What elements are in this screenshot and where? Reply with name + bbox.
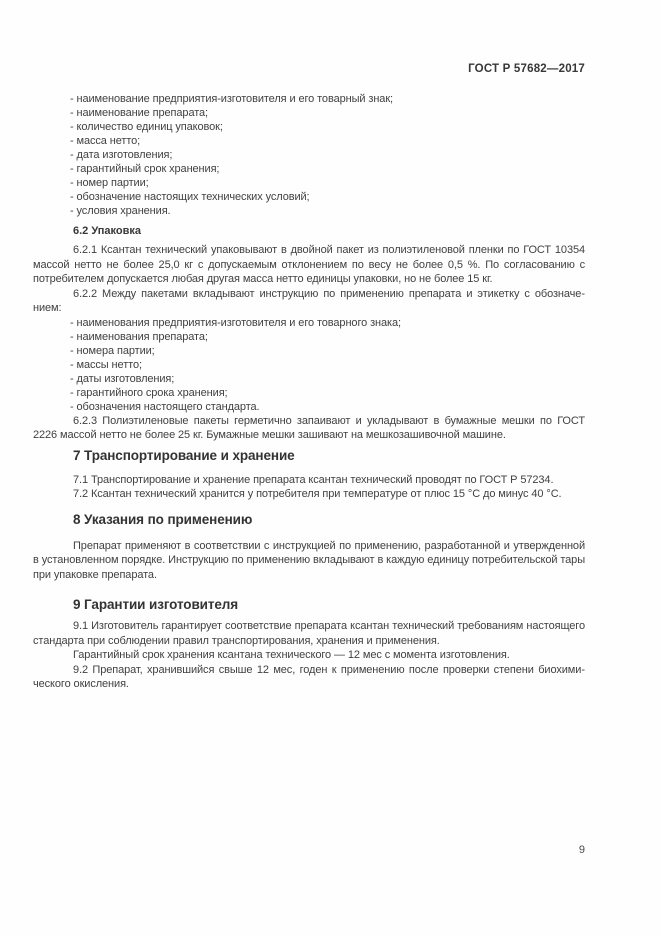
list-item: - гарантийного срока хранения;	[70, 386, 228, 399]
doc-code-header: ГОСТ Р 57682—2017	[468, 63, 585, 75]
section-heading-7: 7 Транспортирование и хранение	[73, 447, 295, 463]
paragraph-7-2: 7.2 Ксантан технический хранится у потребителя при температуре от плюс 15 °С до минус 40 °С.	[73, 488, 562, 500]
list-item: - наименование предприятия-изготовителя и его товарный знак;	[70, 93, 393, 105]
paragraph-6-2-1: 6.2.1 Ксантан технический упаковывают в двойной пакет из полиэтиленовой пленки по ГОСТ 10354 массой нетто не более 25,0 кг с допускаемым отклонением по весу не более 0,5 %. По согласованию с потребителем допускается любая другая масса нетто единицы упаковки, но не более 15 кг.	[33, 244, 585, 285]
list-item: - наименование препарата;	[70, 107, 209, 119]
text-block	[33, 0, 585, 692]
list-item: - условия хранения.	[70, 205, 171, 217]
page-number: 9	[578, 844, 585, 856]
package-label-list	[33, 316, 585, 414]
labeling-requirements-list	[33, 92, 585, 218]
subsection-heading-6-2: 6.2 Упаковка	[73, 225, 141, 237]
section-heading-8: 8 Указания по применению	[73, 511, 253, 527]
list-item: - дата изготовления;	[70, 149, 173, 161]
paragraph-9-2: 9.2 Препарат, хранившийся свыше 12 мес, годен к применению после проверки степени биохимического окисления.	[33, 663, 585, 690]
list-item: - номер партии;	[70, 177, 149, 189]
paragraph-6-2-3: 6.2.3 Полиэтиленовые пакеты герметично запаивают и укладывают в бумажные мешки по ГОСТ 2226 массой нетто не более 25 кг. Бумажные мешки зашивают на мешкозашивочной машине.	[33, 414, 585, 441]
list-item: - наименования предприятия-изготовителя и его товарного знака;	[70, 316, 401, 329]
list-item: - номера партии;	[70, 344, 155, 357]
paragraph-9-1: 9.1 Изготовитель гарантирует соответствие препарата ксантан технический требованиям настоящего стандарта при соблюдении правил транспортирования, хранения и применения.	[33, 620, 585, 647]
paragraph-warranty-term: Гарантийный срок хранения ксантана технического — 12 мес с момента изготовления.	[73, 649, 510, 661]
paragraph-8: Препарат применяют в соответствии с инструкцией по применению, разработанной и утвержденной в установленном порядке. Инструкцию по применению вкладывают в каждую единицу потребительской тары при упаковке препарата.	[33, 539, 585, 581]
list-item: - обозначения настоящего стандарта.	[70, 400, 260, 413]
section-heading-9: 9 Гарантии изготовителя	[73, 597, 239, 612]
paragraph-6-2-2: 6.2.2 Между пакетами вкладывают инструкцию по применению препарата и этикетку с обозначением:	[33, 287, 585, 314]
list-item: - обозначение настоящих технических условий;	[70, 191, 310, 203]
list-item: - наименования препарата;	[70, 330, 208, 343]
list-item: - гарантийный срок хранения;	[70, 163, 220, 175]
list-item: - массы нетто;	[70, 358, 142, 371]
paragraph-7-1: 7.1 Транспортирование и хранение препарата ксантан технический проводят по ГОСТ Р 57234.	[73, 473, 554, 486]
list-item: - даты изготовления;	[70, 372, 175, 385]
list-item: - масса нетто;	[70, 135, 141, 147]
list-item: - количество единиц упаковок;	[70, 121, 223, 133]
